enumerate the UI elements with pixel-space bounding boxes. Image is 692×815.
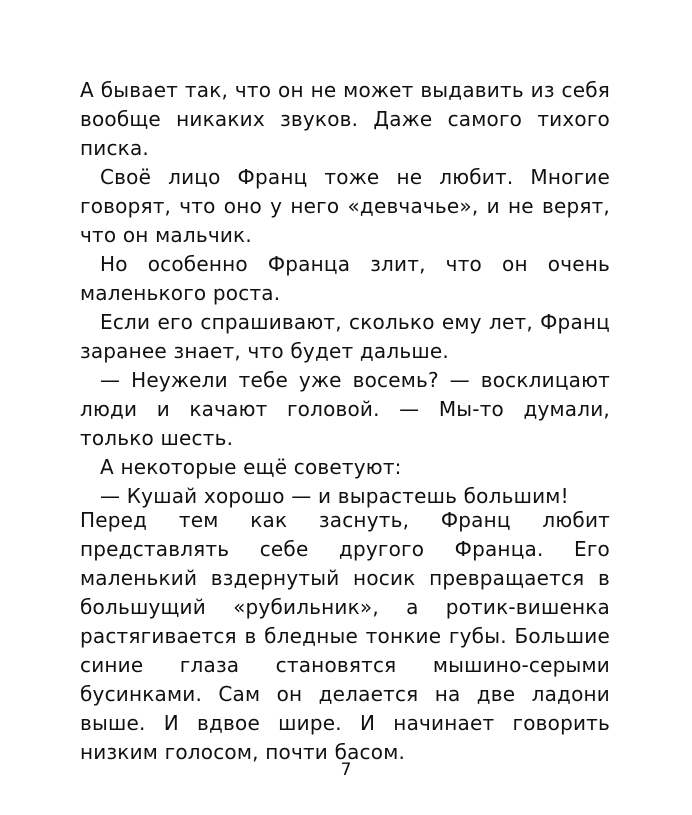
paragraph: Если его спрашивают, сколько ему лет, Франц заранее знает, что будет дальше. [80, 310, 610, 363]
page-number: 7 [340, 760, 352, 780]
paragraph: А некоторые ещё советуют: [100, 455, 402, 479]
text-section-2 [80, 506, 610, 767]
paragraph: Перед тем как заснуть, Франц любит представлять себе другого Франца. Его маленький вздернутый носик превращается в большущий «рубильник», а ротик-вишенка растягивается в бледные тонкие губы. Большие синие глаза становятся мышино-серыми бусинками. Сам он делается на две ладони выше. И вдвое шире. И начинает говорить низким голосом, почти басом. [80, 508, 610, 764]
paragraph: А бывает так, что он не может выдавить из себя вообще никаких звуков. Даже самого тихого писка. [80, 78, 610, 160]
paragraph: Своё лицо Франц тоже не любит. Многие говорят, что оно у него «девчачье», и не верят, что он мальчик. [80, 165, 610, 247]
text-section-1 [80, 76, 610, 511]
paragraph: Но особенно Франца злит, что он очень маленького роста. [80, 252, 610, 305]
dialogue-paragraph: — Неужели тебе уже восемь? — восклицают люди и качают головой. — Мы-то думали, только шесть. [80, 368, 610, 450]
dialogue-paragraph: — Кушай хорошо — и вырастешь большим! [100, 484, 569, 508]
